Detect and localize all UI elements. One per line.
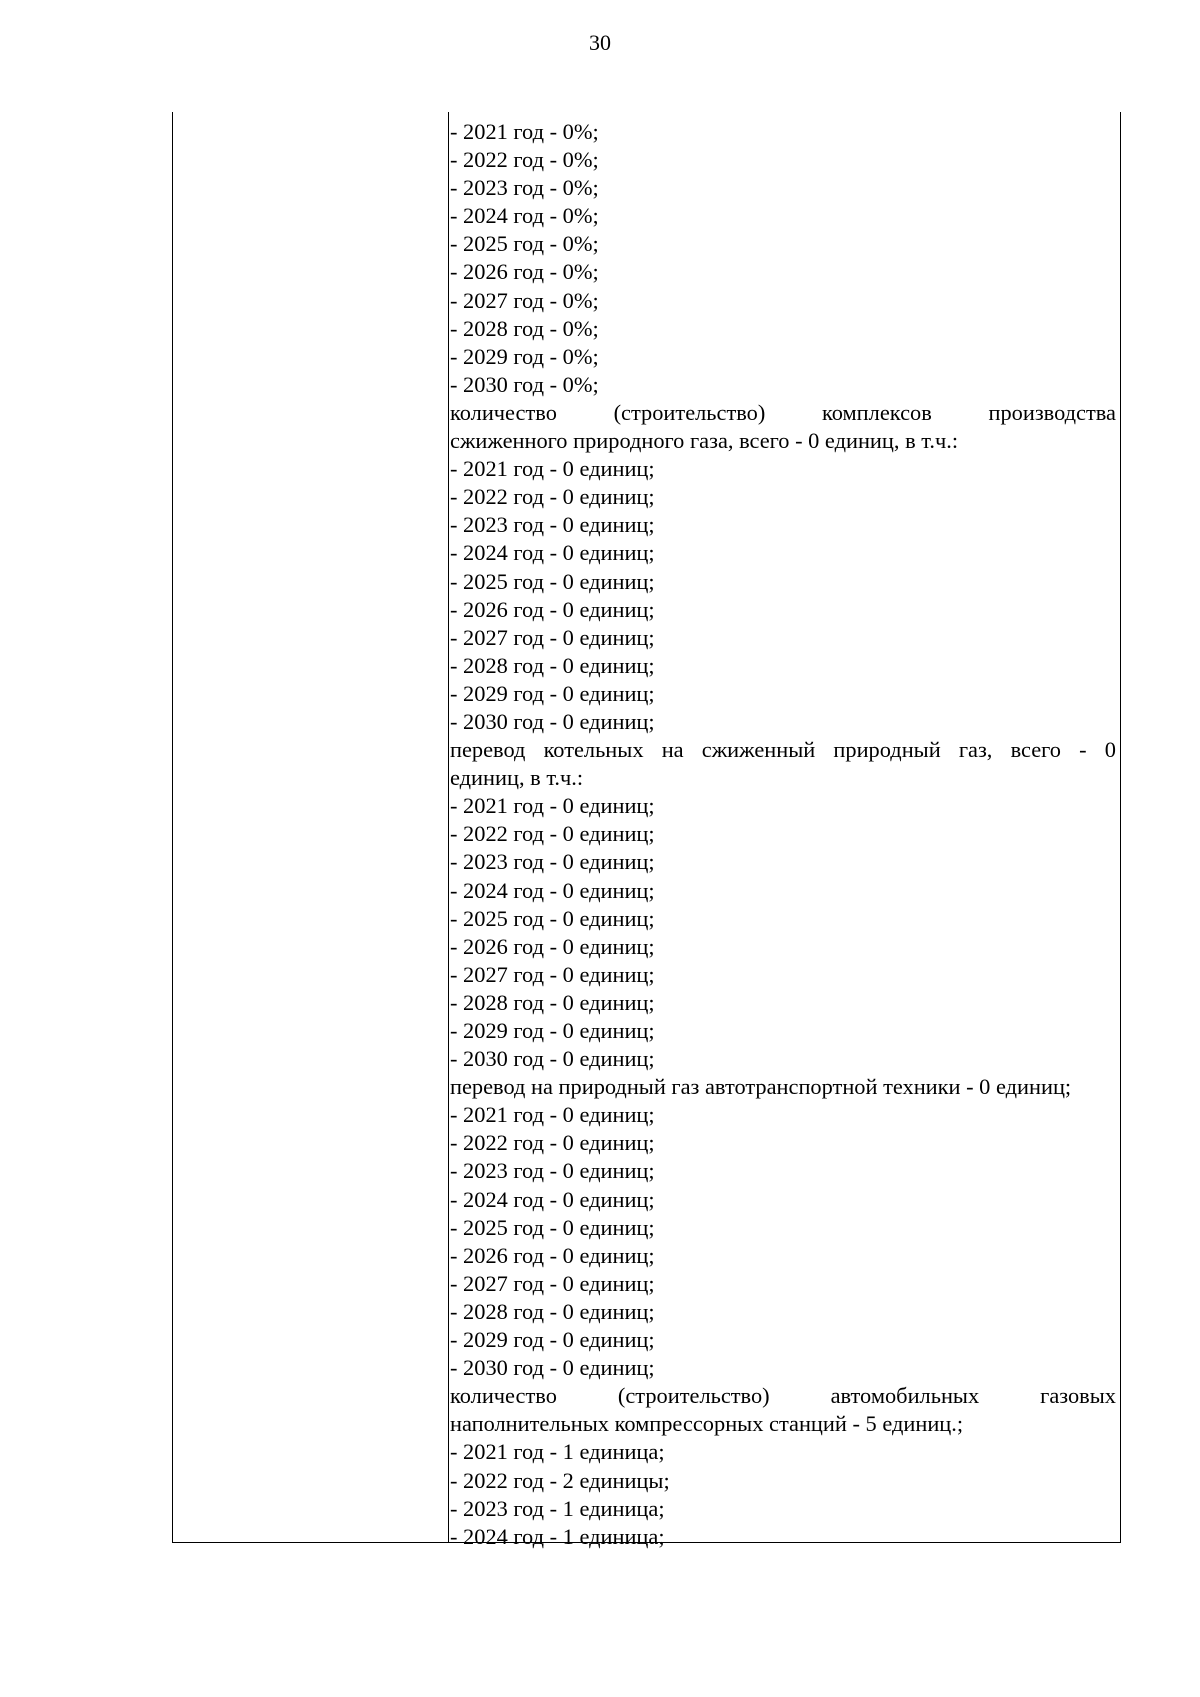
- list-item: - 2024 год - 1 единица;: [450, 1523, 665, 1549]
- list-item: - 2023 год - 1 единица;: [450, 1495, 665, 1521]
- list-item: - 2026 год - 0%;: [450, 259, 599, 285]
- list-item: - 2030 год - 0%;: [450, 371, 599, 397]
- list-item: - 2030 год - 0 единиц;: [450, 1355, 655, 1381]
- stations-section: [450, 1382, 1116, 1551]
- list-item: - 2027 год - 0 единиц;: [450, 961, 655, 987]
- vehicles-section: [450, 1073, 1116, 1382]
- list-item: - 2021 год - 0 единиц;: [450, 456, 655, 482]
- section-heading-continuation: сжиженного природного газа, всего - 0 единиц, в т.ч.:: [450, 428, 959, 454]
- list-item: - 2022 год - 0 единиц;: [450, 484, 655, 510]
- list-item: - 2025 год - 0 единиц;: [450, 568, 655, 594]
- list-item: - 2026 год - 0 единиц;: [450, 1242, 655, 1268]
- list-item: - 2030 год - 0 единиц;: [450, 1046, 655, 1072]
- list-item: - 2022 год - 2 единицы;: [450, 1467, 670, 1493]
- percent-list: [450, 118, 1116, 399]
- list-item: - 2028 год - 0%;: [450, 315, 599, 341]
- list-item: - 2026 год - 0 единиц;: [450, 596, 655, 622]
- list-item: - 2029 год - 0 единиц;: [450, 680, 655, 706]
- column-divider: [448, 112, 449, 1542]
- list-item: - 2027 год - 0%;: [450, 287, 599, 313]
- list-item: - 2025 год - 0%;: [450, 231, 599, 257]
- list-item: - 2024 год - 0%;: [450, 203, 599, 229]
- list-item: - 2021 год - 0%;: [450, 119, 599, 144]
- list-item: - 2021 год - 0 единиц;: [450, 1102, 655, 1128]
- list-item: - 2026 год - 0 единиц;: [450, 933, 655, 959]
- list-item: - 2027 год - 0 единиц;: [450, 1270, 655, 1296]
- list-item: - 2028 год - 0 единиц;: [450, 989, 655, 1015]
- list-item: - 2021 год - 0 единиц;: [450, 793, 655, 819]
- list-item: - 2023 год - 0 единиц;: [450, 512, 655, 538]
- list-item: - 2030 год - 0 единиц;: [450, 708, 655, 734]
- list-item: - 2023 год - 0%;: [450, 175, 599, 201]
- section-heading-continuation: единиц, в т.ч.:: [450, 765, 584, 791]
- list-item: - 2021 год - 1 единица;: [450, 1439, 665, 1465]
- section-heading: перевод котельных на сжиженный природный газ, всего - 0: [450, 737, 1116, 763]
- list-item: - 2023 год - 0 единиц;: [450, 1158, 655, 1184]
- list-item: - 2022 год - 0 единиц;: [450, 821, 655, 847]
- list-item: - 2025 год - 0 единиц;: [450, 905, 655, 931]
- list-item: - 2029 год - 0 единиц;: [450, 1327, 655, 1353]
- list-item: - 2025 год - 0 единиц;: [450, 1214, 655, 1240]
- right-column-cell: [450, 118, 1116, 1551]
- section-heading-continuation: наполнительных компрессорных станций - 5 единиц.;: [450, 1411, 964, 1437]
- list-item: - 2029 год - 0 единиц;: [450, 1018, 655, 1043]
- list-item: - 2022 год - 0 единиц;: [450, 1130, 655, 1156]
- list-item: - 2024 год - 0 единиц;: [450, 1186, 655, 1212]
- list-item: - 2029 год - 0%;: [450, 343, 599, 369]
- section-heading: перевод на природный газ автотранспортной техники - 0 единиц;: [450, 1074, 1072, 1100]
- list-item: - 2028 год - 0 единиц;: [450, 652, 655, 678]
- page-number: 30: [589, 30, 611, 55]
- lng-complexes-section: [450, 399, 1116, 736]
- list-item: - 2023 год - 0 единиц;: [450, 849, 655, 875]
- list-item: - 2027 год - 0 единиц;: [450, 624, 655, 650]
- section-heading: количество (строительство) комплексов производства: [450, 399, 1116, 425]
- list-item: - 2028 год - 0 единиц;: [450, 1298, 655, 1324]
- section-heading: количество (строительство) автомобильных газовых: [450, 1383, 1116, 1409]
- list-item: - 2024 год - 0 единиц;: [450, 877, 655, 903]
- document-table: [172, 112, 1121, 1549]
- list-item: - 2024 год - 0 единиц;: [450, 540, 655, 566]
- boilers-section: [450, 736, 1116, 1073]
- list-item: - 2022 год - 0%;: [450, 147, 599, 173]
